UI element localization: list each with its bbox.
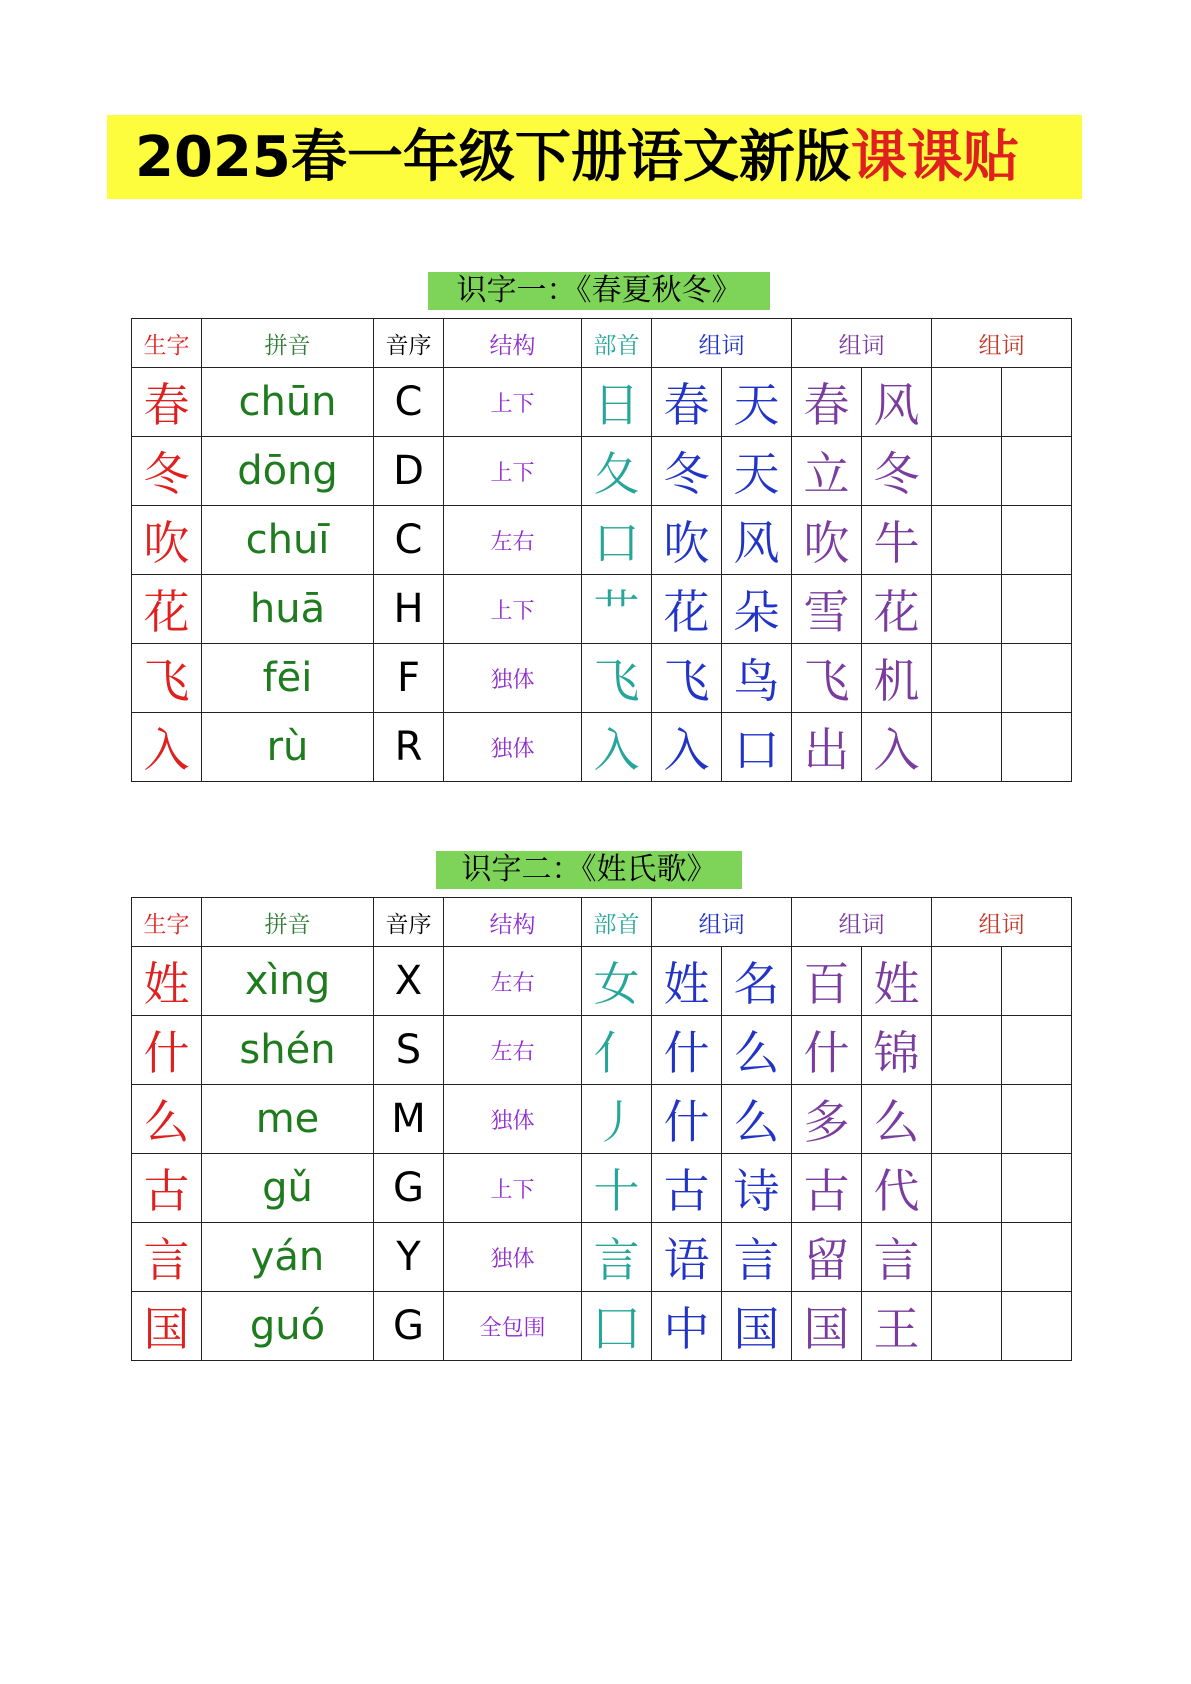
word2-char-2: 么	[862, 1085, 932, 1154]
word1-char-2: 国	[722, 1292, 792, 1361]
word1-char-1: 入	[652, 713, 722, 782]
character-table-2	[131, 897, 1072, 1361]
blank-cell	[1002, 1016, 1072, 1085]
char-cell: 国	[132, 1292, 202, 1361]
header-char: 生字	[132, 319, 202, 368]
order-cell: Y	[374, 1223, 444, 1292]
word2-char-1: 百	[792, 947, 862, 1016]
blank-cell	[932, 1223, 1002, 1292]
structure-cell: 上下	[444, 368, 582, 437]
word2-char-1: 雪	[792, 575, 862, 644]
word2-char-1: 吹	[792, 506, 862, 575]
header-row	[132, 319, 1072, 368]
radical-cell: 口	[582, 506, 652, 575]
pinyin-cell: rù	[202, 713, 374, 782]
table-row	[132, 506, 1072, 575]
order-cell: C	[374, 368, 444, 437]
word2-char-1: 什	[792, 1016, 862, 1085]
word2-char-1: 留	[792, 1223, 862, 1292]
word2-char-2: 花	[862, 575, 932, 644]
word2-char-1: 出	[792, 713, 862, 782]
word1-char-1: 什	[652, 1016, 722, 1085]
char-cell: 什	[132, 1016, 202, 1085]
word2-char-1: 春	[792, 368, 862, 437]
table-row	[132, 713, 1072, 782]
header-words-2: 组词	[792, 319, 932, 368]
header-pinyin: 拼音	[202, 898, 374, 947]
pinyin-cell: me	[202, 1085, 374, 1154]
structure-cell: 左右	[444, 1016, 582, 1085]
structure-cell: 左右	[444, 947, 582, 1016]
pinyin-cell: dōng	[202, 437, 374, 506]
word2-char-1: 古	[792, 1154, 862, 1223]
structure-cell: 独体	[444, 644, 582, 713]
word1-char-1: 吹	[652, 506, 722, 575]
pinyin-cell: yán	[202, 1223, 374, 1292]
blank-cell	[1002, 1085, 1072, 1154]
word2-char-2: 锦	[862, 1016, 932, 1085]
title-highlight: 课课贴	[850, 124, 1019, 190]
char-cell: 飞	[132, 644, 202, 713]
pinyin-cell: shén	[202, 1016, 374, 1085]
pinyin-cell: chuī	[202, 506, 374, 575]
header-row	[132, 898, 1072, 947]
word1-char-1: 姓	[652, 947, 722, 1016]
radical-cell: 十	[582, 1154, 652, 1223]
header-radical: 部首	[582, 898, 652, 947]
table-row	[132, 368, 1072, 437]
header-structure: 结构	[444, 319, 582, 368]
word1-char-1: 花	[652, 575, 722, 644]
header-order: 音序	[374, 319, 444, 368]
title-year: 2025	[135, 125, 291, 190]
character-table-1	[131, 318, 1072, 782]
word1-char-2: 名	[722, 947, 792, 1016]
word1-char-1: 中	[652, 1292, 722, 1361]
header-words-1: 组词	[652, 898, 792, 947]
order-cell: C	[374, 506, 444, 575]
header-words-3: 组词	[932, 319, 1072, 368]
word1-char-2: 鸟	[722, 644, 792, 713]
header-order: 音序	[374, 898, 444, 947]
blank-cell	[932, 506, 1002, 575]
pinyin-cell: gǔ	[202, 1154, 374, 1223]
header-radical: 部首	[582, 319, 652, 368]
char-cell: 姓	[132, 947, 202, 1016]
word2-char-2: 言	[862, 1223, 932, 1292]
section-heading-1: 识字一：《春夏秋冬》	[428, 272, 770, 310]
blank-cell	[932, 368, 1002, 437]
word1-char-2: 诗	[722, 1154, 792, 1223]
table-row	[132, 947, 1072, 1016]
table-row	[132, 575, 1072, 644]
word1-char-1: 冬	[652, 437, 722, 506]
blank-cell	[1002, 506, 1072, 575]
order-cell: X	[374, 947, 444, 1016]
word1-char-2: 么	[722, 1016, 792, 1085]
char-cell: 春	[132, 368, 202, 437]
blank-cell	[932, 644, 1002, 713]
structure-cell: 上下	[444, 575, 582, 644]
char-cell: 入	[132, 713, 202, 782]
blank-cell	[1002, 1223, 1072, 1292]
table-row	[132, 1154, 1072, 1223]
header-char: 生字	[132, 898, 202, 947]
pinyin-cell: guó	[202, 1292, 374, 1361]
radical-cell: 囗	[582, 1292, 652, 1361]
word1-char-2: 么	[722, 1085, 792, 1154]
order-cell: G	[374, 1154, 444, 1223]
table-row	[132, 1016, 1072, 1085]
word1-char-1: 语	[652, 1223, 722, 1292]
order-cell: G	[374, 1292, 444, 1361]
table-row	[132, 437, 1072, 506]
radical-cell: 女	[582, 947, 652, 1016]
word2-char-2: 机	[862, 644, 932, 713]
radical-cell: 日	[582, 368, 652, 437]
word2-char-2: 风	[862, 368, 932, 437]
word1-char-2: 风	[722, 506, 792, 575]
pinyin-cell: xìng	[202, 947, 374, 1016]
blank-cell	[1002, 644, 1072, 713]
table-row	[132, 644, 1072, 713]
word1-char-1: 飞	[652, 644, 722, 713]
radical-cell: 夂	[582, 437, 652, 506]
blank-cell	[932, 713, 1002, 782]
char-cell: 吹	[132, 506, 202, 575]
order-cell: D	[374, 437, 444, 506]
word2-char-2: 代	[862, 1154, 932, 1223]
structure-cell: 上下	[444, 437, 582, 506]
word2-char-2: 冬	[862, 437, 932, 506]
word2-char-2: 入	[862, 713, 932, 782]
blank-cell	[932, 1292, 1002, 1361]
word1-char-1: 什	[652, 1085, 722, 1154]
pinyin-cell: fēi	[202, 644, 374, 713]
blank-cell	[932, 1016, 1002, 1085]
header-words-2: 组词	[792, 898, 932, 947]
structure-cell: 独体	[444, 713, 582, 782]
blank-cell	[1002, 437, 1072, 506]
char-cell: 古	[132, 1154, 202, 1223]
structure-cell: 左右	[444, 506, 582, 575]
pinyin-cell: chūn	[202, 368, 374, 437]
order-cell: H	[374, 575, 444, 644]
word1-char-2: 言	[722, 1223, 792, 1292]
order-cell: R	[374, 713, 444, 782]
char-cell: 么	[132, 1085, 202, 1154]
structure-cell: 独体	[444, 1223, 582, 1292]
radical-cell: 艹	[582, 575, 652, 644]
header-words-1: 组词	[652, 319, 792, 368]
word2-char-1: 立	[792, 437, 862, 506]
word2-char-1: 多	[792, 1085, 862, 1154]
order-cell: M	[374, 1085, 444, 1154]
word2-char-1: 国	[792, 1292, 862, 1361]
radical-cell: 亻	[582, 1016, 652, 1085]
blank-cell	[1002, 368, 1072, 437]
pinyin-cell: huā	[202, 575, 374, 644]
word1-char-2: 天	[722, 437, 792, 506]
blank-cell	[1002, 1154, 1072, 1223]
word1-char-2: 天	[722, 368, 792, 437]
word2-char-2: 牛	[862, 506, 932, 575]
word1-char-2: 朵	[722, 575, 792, 644]
order-cell: S	[374, 1016, 444, 1085]
blank-cell	[1002, 947, 1072, 1016]
word1-char-2: 口	[722, 713, 792, 782]
blank-cell	[932, 437, 1002, 506]
radical-cell: 言	[582, 1223, 652, 1292]
title-main: 春一年级下册语文新版	[290, 124, 851, 190]
word1-char-1: 古	[652, 1154, 722, 1223]
word1-char-1: 春	[652, 368, 722, 437]
radical-cell: 入	[582, 713, 652, 782]
blank-cell	[932, 575, 1002, 644]
word2-char-1: 飞	[792, 644, 862, 713]
radical-cell: 丿	[582, 1085, 652, 1154]
blank-cell	[1002, 1292, 1072, 1361]
structure-cell: 上下	[444, 1154, 582, 1223]
radical-cell: 飞	[582, 644, 652, 713]
header-words-3: 组词	[932, 898, 1072, 947]
order-cell: F	[374, 644, 444, 713]
page-title	[135, 115, 1019, 199]
blank-cell	[932, 1085, 1002, 1154]
table-row	[132, 1223, 1072, 1292]
blank-cell	[932, 947, 1002, 1016]
char-cell: 冬	[132, 437, 202, 506]
blank-cell	[1002, 713, 1072, 782]
structure-cell: 全包围	[444, 1292, 582, 1361]
table-row	[132, 1292, 1072, 1361]
word2-char-2: 王	[862, 1292, 932, 1361]
blank-cell	[932, 1154, 1002, 1223]
blank-cell	[1002, 575, 1072, 644]
section-heading-2: 识字二：《姓氏歌》	[436, 851, 742, 889]
structure-cell: 独体	[444, 1085, 582, 1154]
header-pinyin: 拼音	[202, 319, 374, 368]
table-row	[132, 1085, 1072, 1154]
char-cell: 花	[132, 575, 202, 644]
char-cell: 言	[132, 1223, 202, 1292]
word2-char-2: 姓	[862, 947, 932, 1016]
header-structure: 结构	[444, 898, 582, 947]
